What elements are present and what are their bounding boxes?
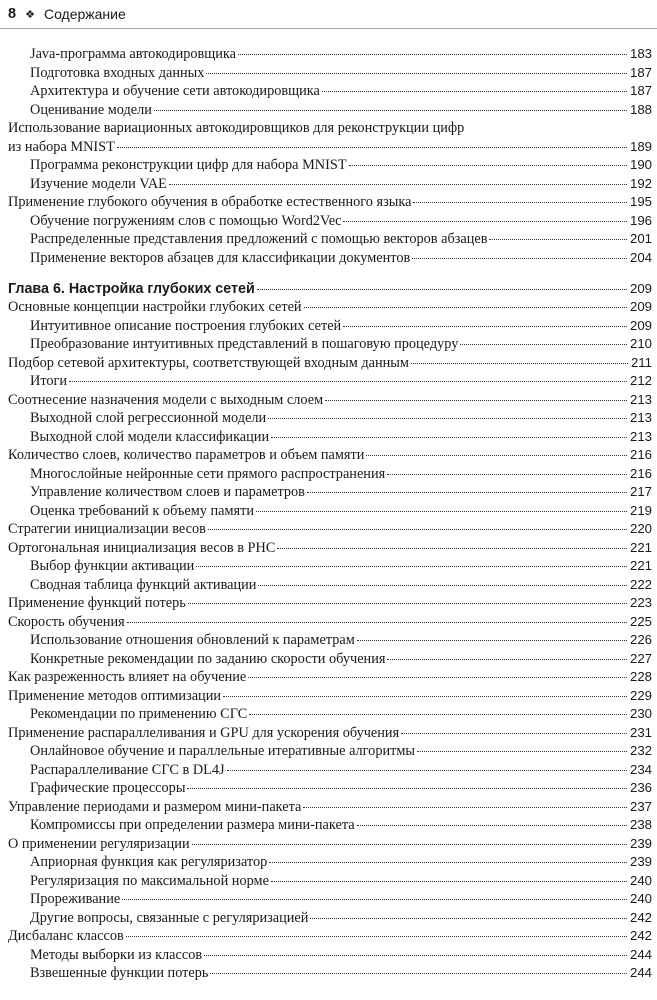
toc-entry-title: Распараллеливание СГС в DL4J bbox=[30, 761, 225, 778]
toc-entry-page-number: 211 bbox=[630, 354, 652, 370]
leader-dots bbox=[122, 899, 627, 900]
toc-entry[interactable] bbox=[8, 557, 652, 576]
toc-entry-page-number: 219 bbox=[629, 502, 652, 518]
toc-entry-title: Выходной слой регрессионной модели bbox=[30, 410, 267, 426]
toc-entry[interactable] bbox=[8, 909, 652, 928]
toc-entry[interactable] bbox=[8, 101, 652, 120]
toc-entry[interactable] bbox=[8, 816, 652, 835]
toc-entry-page-number: 242 bbox=[629, 909, 652, 925]
toc-entry-page-number: 240 bbox=[629, 872, 652, 888]
toc-entry-title: Преобразование интуитивных представлений в пошаговую процедуру bbox=[30, 336, 459, 352]
toc-entry-page-number: 213 bbox=[629, 410, 652, 425]
toc-entry[interactable] bbox=[8, 594, 652, 613]
leader-dots bbox=[188, 603, 627, 604]
toc-entry-title: О применении регуляризации bbox=[8, 835, 190, 852]
leader-dots bbox=[411, 363, 628, 364]
leader-dots bbox=[349, 165, 627, 166]
header-section-title: Содержание bbox=[43, 6, 126, 22]
toc-entry-title: Стратегии инициализации весов bbox=[8, 521, 206, 537]
toc-entry-page-number: 239 bbox=[629, 835, 652, 851]
toc-entry[interactable] bbox=[8, 798, 652, 817]
toc-entry-page-number: 212 bbox=[629, 373, 652, 388]
toc-entry[interactable] bbox=[8, 927, 652, 946]
leader-dots bbox=[269, 862, 627, 863]
leader-dots bbox=[210, 973, 627, 974]
toc-entry-title: Архитектура и обучение сети автокодировщика bbox=[30, 83, 320, 99]
leader-dots bbox=[343, 221, 627, 222]
chapter-spacer bbox=[8, 267, 652, 279]
leader-dots bbox=[325, 400, 627, 401]
toc-entry-title: Java-программа автокодировщика bbox=[30, 46, 236, 62]
toc-entry-title: Программа реконструкции цифр для набора MNIST bbox=[30, 157, 347, 173]
toc-entry-page-number: 240 bbox=[629, 891, 652, 906]
leader-dots bbox=[257, 289, 627, 290]
toc-entry-page-number: 209 bbox=[629, 299, 652, 314]
leader-dots bbox=[248, 677, 627, 678]
toc-entry[interactable] bbox=[8, 64, 652, 83]
leader-dots bbox=[387, 474, 627, 475]
toc-entry-page-number: 192 bbox=[629, 175, 652, 191]
toc-entry[interactable] bbox=[8, 520, 652, 539]
toc-entry-page-number: 228 bbox=[629, 669, 652, 684]
toc-entry[interactable] bbox=[8, 82, 652, 101]
toc-entry-title: Распределенные представления предложений с помощью векторов абзацев bbox=[30, 231, 488, 247]
toc-entry-page-number: 232 bbox=[629, 743, 652, 758]
leader-dots bbox=[307, 492, 627, 493]
toc-entry-page-number: 231 bbox=[629, 724, 652, 740]
toc-entry-page-number: 204 bbox=[629, 249, 652, 265]
toc-entry-page-number: 217 bbox=[629, 484, 652, 499]
leader-dots bbox=[187, 788, 627, 789]
toc-group-chapter-5-tail bbox=[8, 45, 652, 267]
toc-entry[interactable] bbox=[8, 724, 652, 743]
header-divider bbox=[0, 28, 657, 29]
leader-dots bbox=[268, 418, 627, 419]
toc-entry-title: Другие вопросы, связанные с регуляризацией bbox=[30, 909, 309, 926]
toc-entry[interactable] bbox=[8, 409, 652, 428]
toc-entry-page-number: 242 bbox=[629, 928, 652, 943]
toc-entry[interactable] bbox=[8, 872, 652, 891]
toc-entry-title: Ортогональная инициализация весов в РНС bbox=[8, 539, 276, 556]
toc-entry-page-number: 190 bbox=[629, 157, 652, 172]
toc-entry-title: Онлайновое обучение и параллельные итеративные алгоритмы bbox=[30, 743, 416, 759]
leader-dots bbox=[417, 751, 627, 752]
leader-dots bbox=[169, 184, 627, 185]
toc-entry-title: Графические процессоры bbox=[30, 780, 186, 796]
toc-entry-title: Подготовка входных данных bbox=[30, 64, 205, 81]
toc-entry-page-number: 238 bbox=[629, 817, 652, 832]
toc-entry-page-number: 236 bbox=[629, 780, 652, 795]
toc-entry-page-number: 221 bbox=[629, 539, 652, 555]
toc-entry-page-number: 187 bbox=[629, 64, 652, 80]
leader-dots bbox=[366, 455, 627, 456]
toc-entry-title: Дисбаланс классов bbox=[8, 928, 124, 944]
leader-dots bbox=[357, 825, 627, 826]
toc-entry[interactable] bbox=[8, 742, 652, 761]
toc-chapter-heading[interactable] bbox=[8, 279, 652, 298]
toc-entry[interactable] bbox=[8, 668, 652, 687]
leader-dots bbox=[227, 770, 627, 771]
toc-entry[interactable] bbox=[8, 761, 652, 780]
toc-entry-page-number: 216 bbox=[629, 447, 652, 462]
toc-entry-title: Применение функций потерь bbox=[8, 595, 186, 611]
toc-entry-title: Прореживание bbox=[30, 891, 121, 907]
toc-entry[interactable] bbox=[8, 354, 652, 373]
toc-entry-title: Управление периодами и размером мини-пакета bbox=[8, 798, 302, 815]
leader-dots bbox=[401, 733, 627, 734]
toc-entry-page-number: 188 bbox=[629, 101, 652, 117]
toc-entry-page-number: 201 bbox=[629, 231, 652, 246]
leader-dots bbox=[413, 202, 627, 203]
toc-entry-title: Интуитивное описание построения глубоких сетей bbox=[30, 317, 342, 334]
toc-entry[interactable] bbox=[8, 372, 652, 391]
toc-entry[interactable] bbox=[8, 391, 652, 410]
toc-entry[interactable] bbox=[8, 650, 652, 669]
toc-entry-title: Обучение погружениям слов с помощью Word2Vec bbox=[30, 212, 342, 229]
toc-entry-page-number: 189 bbox=[629, 138, 652, 154]
toc-entry-page-number: 225 bbox=[629, 613, 652, 629]
toc-entry-page-number: 209 bbox=[629, 317, 652, 333]
leader-dots bbox=[126, 936, 627, 937]
toc-entry-title: Управление количеством слоев и параметров bbox=[30, 484, 305, 500]
leader-dots bbox=[256, 511, 627, 512]
toc-entry[interactable] bbox=[8, 298, 652, 317]
leader-dots bbox=[310, 918, 627, 919]
toc-entry-page-number: 226 bbox=[629, 632, 652, 647]
toc-entry[interactable] bbox=[8, 193, 652, 212]
toc-entry-title: Взвешенные функции потерь bbox=[30, 965, 209, 981]
toc-entry-page-number: 234 bbox=[629, 761, 652, 777]
leader-dots bbox=[204, 955, 627, 956]
toc-entry[interactable] bbox=[8, 428, 652, 447]
toc-entry[interactable] bbox=[8, 335, 652, 354]
running-header bbox=[8, 3, 126, 25]
leader-dots bbox=[127, 622, 627, 623]
leader-dots bbox=[271, 437, 627, 438]
toc-entry[interactable] bbox=[8, 317, 652, 336]
toc-entry-page-number: 223 bbox=[629, 595, 652, 610]
toc-entry-title: Изучение модели VAE bbox=[30, 175, 167, 192]
leader-dots bbox=[271, 881, 627, 882]
toc-entry-title: Регуляризация по максимальной норме bbox=[30, 872, 269, 889]
leader-dots bbox=[249, 714, 627, 715]
toc-entry[interactable] bbox=[8, 465, 652, 484]
toc-entry[interactable] bbox=[8, 502, 652, 521]
leader-dots bbox=[208, 529, 627, 530]
toc-entry[interactable] bbox=[8, 446, 652, 465]
toc-entry-title: Использование вариационных автокодировщиков для реконструкции цифр bbox=[8, 120, 465, 136]
header-page-number: 8 bbox=[8, 6, 17, 22]
toc-entry[interactable] bbox=[8, 835, 652, 854]
toc-entry[interactable] bbox=[8, 631, 652, 650]
leader-dots bbox=[412, 258, 627, 259]
leader-dots bbox=[387, 659, 627, 660]
toc-entry-page-number: 221 bbox=[629, 558, 652, 573]
leader-dots bbox=[460, 344, 627, 345]
diamond-ornament-icon: ❖ bbox=[25, 8, 35, 21]
toc-entry[interactable] bbox=[8, 539, 652, 558]
toc-entry-title: Количество слоев, количество параметров и объем памяти bbox=[8, 447, 365, 463]
leader-dots bbox=[223, 696, 627, 697]
leader-dots bbox=[69, 381, 627, 382]
toc-entry-title: Использование отношения обновлений к параметрам bbox=[30, 632, 355, 648]
toc-entry-page-number: 195 bbox=[629, 194, 652, 209]
leader-dots bbox=[206, 73, 627, 74]
toc-entry-title: Оценивание модели bbox=[30, 101, 152, 118]
toc-entry-title: Применение глубокого обучения в обработке естественного языка bbox=[8, 194, 412, 210]
toc-entry[interactable] bbox=[8, 212, 652, 231]
toc-entry[interactable] bbox=[8, 483, 652, 502]
toc-entry-title: Многослойные нейронные сети прямого распространения bbox=[30, 465, 386, 482]
toc-entry-title: Рекомендации по применению СГС bbox=[30, 706, 248, 722]
toc-entry-title: Методы выборки из классов bbox=[30, 946, 203, 963]
toc-entry-title: Итоги bbox=[30, 373, 68, 389]
toc-entry-page-number: 213 bbox=[629, 391, 652, 407]
toc-entry-title: Основные концепции настройки глубоких сетей bbox=[8, 299, 302, 315]
toc-entry-page-number: 210 bbox=[629, 336, 652, 351]
toc-entry[interactable] bbox=[8, 576, 652, 595]
leader-dots bbox=[489, 239, 627, 240]
toc-entry[interactable] bbox=[8, 119, 652, 156]
toc-entry-page-number: 183 bbox=[629, 46, 652, 61]
leader-dots bbox=[238, 54, 627, 55]
toc-entry[interactable] bbox=[8, 613, 652, 632]
toc-entry-title: Применение методов оптимизации bbox=[8, 687, 222, 704]
toc-entry[interactable] bbox=[8, 779, 652, 798]
toc-entry-page-number: 196 bbox=[629, 212, 652, 228]
toc-entry[interactable] bbox=[8, 946, 652, 965]
toc-entry-title-continued: из набора MNIST bbox=[8, 138, 115, 155]
toc-entry[interactable] bbox=[8, 249, 652, 268]
toc-entry[interactable] bbox=[8, 890, 652, 909]
table-of-contents bbox=[8, 45, 652, 983]
toc-entry-page-number: 187 bbox=[629, 83, 652, 98]
toc-entry[interactable] bbox=[8, 156, 652, 175]
toc-entry-title: Сводная таблица функций активации bbox=[30, 576, 257, 593]
chapter-page-number: 209 bbox=[629, 281, 652, 296]
toc-entry-title: Компромиссы при определении размера мини-пакета bbox=[30, 817, 355, 833]
toc-entry-title: Соотнесение назначения модели с выходным слоем bbox=[8, 391, 324, 408]
leader-dots bbox=[303, 807, 627, 808]
toc-entry[interactable] bbox=[8, 175, 652, 194]
toc-entry[interactable] bbox=[8, 230, 652, 249]
leader-dots bbox=[192, 844, 627, 845]
toc-entry-page-number: 237 bbox=[629, 798, 652, 814]
toc-entry-title: Априорная функция как регуляризатор bbox=[30, 854, 268, 870]
toc-entry[interactable] bbox=[8, 45, 652, 64]
toc-entry-page-number: 244 bbox=[629, 946, 652, 962]
leader-dots bbox=[357, 640, 627, 641]
toc-entry-page-number: 213 bbox=[629, 428, 652, 444]
leader-dots bbox=[196, 566, 627, 567]
leader-dots bbox=[343, 326, 627, 327]
toc-entry-title: Конкретные рекомендации по заданию скорости обучения bbox=[30, 650, 386, 667]
leader-dots bbox=[117, 147, 627, 148]
toc-entry-title: Оценка требований к объему памяти bbox=[30, 502, 255, 519]
toc-entry-page-number: 244 bbox=[629, 965, 652, 980]
leader-dots bbox=[304, 307, 627, 308]
toc-entry-title: Применение векторов абзацев для классификации документов bbox=[30, 249, 411, 266]
toc-entry-title: Выбор функции активации bbox=[30, 558, 195, 574]
toc-entry-page-number: 216 bbox=[629, 465, 652, 481]
toc-entry-title: Скорость обучения bbox=[8, 613, 125, 630]
toc-entry-title: Выходной слой модели классификации bbox=[30, 428, 270, 445]
leader-dots bbox=[154, 110, 627, 111]
toc-entry-page-number: 222 bbox=[629, 576, 652, 592]
toc-entry-page-number: 229 bbox=[629, 687, 652, 703]
toc-entry-title: Подбор сетевой архитектуры, соответствующей входным данным bbox=[8, 354, 409, 371]
toc-entry-multiline bbox=[8, 119, 652, 156]
toc-entry-page-number: 230 bbox=[629, 706, 652, 721]
toc-entry-title: Применение распараллеливания и GPU для ускорения обучения bbox=[8, 724, 400, 741]
chapter-title: Глава 6. Настройка глубоких сетей bbox=[8, 281, 255, 297]
toc-entry[interactable] bbox=[8, 853, 652, 872]
toc-entry[interactable] bbox=[8, 964, 652, 983]
leader-dots bbox=[258, 585, 627, 586]
toc-entry[interactable] bbox=[8, 687, 652, 706]
toc-group-chapter-6 bbox=[8, 298, 652, 983]
toc-entry-page-number: 227 bbox=[629, 650, 652, 666]
toc-entry-page-number: 220 bbox=[629, 521, 652, 536]
toc-entry-page-number: 239 bbox=[629, 854, 652, 869]
leader-dots bbox=[277, 548, 627, 549]
leader-dots bbox=[322, 91, 627, 92]
toc-entry[interactable] bbox=[8, 705, 652, 724]
toc-entry-title: Как разреженность влияет на обучение bbox=[8, 669, 247, 685]
